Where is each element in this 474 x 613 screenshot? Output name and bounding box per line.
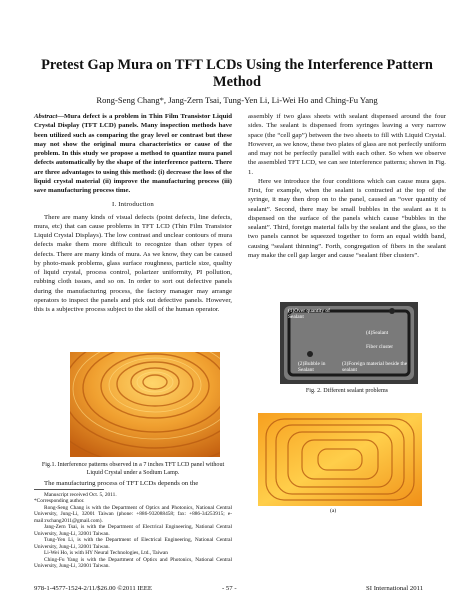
footnote-author-2: Jang-Zern Tsai, is with the Department of Electrical Engineering, National Central University, Jung-Li, 32001 Taiwan. [34, 524, 232, 537]
fig2-label-fiber-cluster: Fiber cluster [366, 344, 394, 350]
right-column [248, 112, 446, 260]
footer-page-number: - 57 - [222, 585, 237, 592]
footer-conference: SI International 2011 [366, 585, 424, 592]
footnote-received: Manuscript received Oct. 5, 2011. [44, 492, 117, 498]
author-list: Rong-Seng Chang*, Jang-Zern Tsai, Tung-Yen Li, Li-Wei Ho and Ching-Fu Yang [96, 95, 378, 105]
figure-1-image [70, 352, 220, 457]
fig2-label-sealant: (4)Sealant [366, 330, 389, 336]
figure-2-caption: Fig. 2. Different sealant problems [305, 388, 389, 394]
left-column [34, 112, 232, 314]
fig2-label-foreign-material: (3)Foreign material beside the sealant [342, 361, 408, 374]
footnote-corresponding: *Corresponding author. [34, 498, 85, 505]
abstract [34, 112, 232, 195]
fig2-label-bubble: (2)Bubble in Sealant [298, 361, 326, 374]
abstract-text: —Mura defect is a problem in Thin Film Transistor Liquid Crystal Display (TFT LCD) panels. Many inspection methods have been utilized such as comparing the gray level or contrast but these may not show the original mura characteristics or cause of the problem. In this study we propose a method to quantize mura panel defects automatically by the shape of the interference pattern. There are three advantages to using this method: (i) decrease the loss of the liquid crystal material (ii) improve the manufacturing process (iii) save manufacturing process time. [34, 113, 232, 194]
abstract-label: Abstract [34, 113, 58, 120]
footnote-author-5: Ching-Fu Yang is with the Department of Optics and Photonics, National Central University, Jung-Li, 32001 Taiwan. [34, 556, 232, 569]
footer-copyright: 978-1-4577-1524-2/11/$26.00 ©2011 IEEE [34, 585, 153, 592]
footnote-author-3: Tung-Yen Li, is with the Department of Electrical Engineering, National Central University, Jung-Li, 32001 Taiwan. [34, 537, 232, 550]
right-paragraph-2: Here we introduce the four conditions which can cause mura gaps. First, for example, when the sealant is contracted at the top of the syringe, it may then drop on to the panel, caused an “over quantity of sealant”. Second, there may be small bubbles in the sealant as it is dispensed on the surface of the panels which cause “bubbles in the sealant”. Third, foreign material falls by the sealant and the glass, so the two panels cannot be squeezed together to form an equal width band, causing “sealant thinning”. Forth, congregation of fibers in the sealant may make the cell gap larger and cause “sealant fiber clusters”. [248, 177, 446, 259]
footnote-author-4: Li-Wei Ho, is with HY Neural Technologies, Ltd., Taiwan [44, 550, 168, 557]
figure-3a-image [258, 413, 422, 506]
footnote-author-1: Rong-Seng Chang is with the Department of Optics and Photonics, National Central University, Jung-Li, 32001 Taiwan (phone: +886-932088458; fax: +886-34253915; e-mail:rschang2011@gmail.com). [34, 504, 232, 524]
right-paragraph-1: assembly if two glass sheets with sealant dispensed around the four sides. The sealant is dispensed from syringes leaving a very narrow space (the “cell gap”) between the two sheets to fill with Liquid Crystal. However, as we know, these two plates of glass are not perfectly uniform and may not be perfectly parallel with each other. So when we observe the assembled TFT LCD, we can see interference patterns; shown in Fig. 1. [248, 113, 446, 176]
figure-3a-sublabel: (a) [330, 508, 337, 514]
fig2-label-over-quantity: (1)Over quantity of Sealant [288, 308, 330, 321]
left-column-tail: The manufacturing process of TFT LCDs depends on the [44, 480, 199, 487]
paper-title: Pretest Gap Mura on TFT LCDs Using the Interference Pattern Method [41, 57, 433, 90]
footnote-rule [34, 489, 104, 490]
figure-1-caption: Fig.1. Interference patterns observed in a 7 inches TFT LCD panel without Liquid Crystal under a Sodium Lamp. [41, 462, 225, 476]
intro-paragraph: There are many kinds of visual defects (point defects, line defects, mura, etc) that can cause problems in TFT LCD (Thin Film Transistor Liquid Crystal Displays). The low contrast and unclear contours of mura defects make them more difficult to recognize than other types of defects. There are many kinds of mura. As we know, they can be caused by photo-mask problems, glass surface roughness, particle size, quality of liquid crystal, process control, polarizer uniformity, PI pollution, rubbing cloth issues, and so on. In order to sort out defective panels during the manufacturing process, the factory manager may arrange operators to inspect the panels and pick out defective panels. However, this is a subjective process subject to the skill of the human operator. [34, 213, 232, 313]
section-heading-introduction: I. Introduction [112, 201, 154, 209]
footnotes [34, 492, 232, 569]
figure-2-image [280, 302, 418, 384]
